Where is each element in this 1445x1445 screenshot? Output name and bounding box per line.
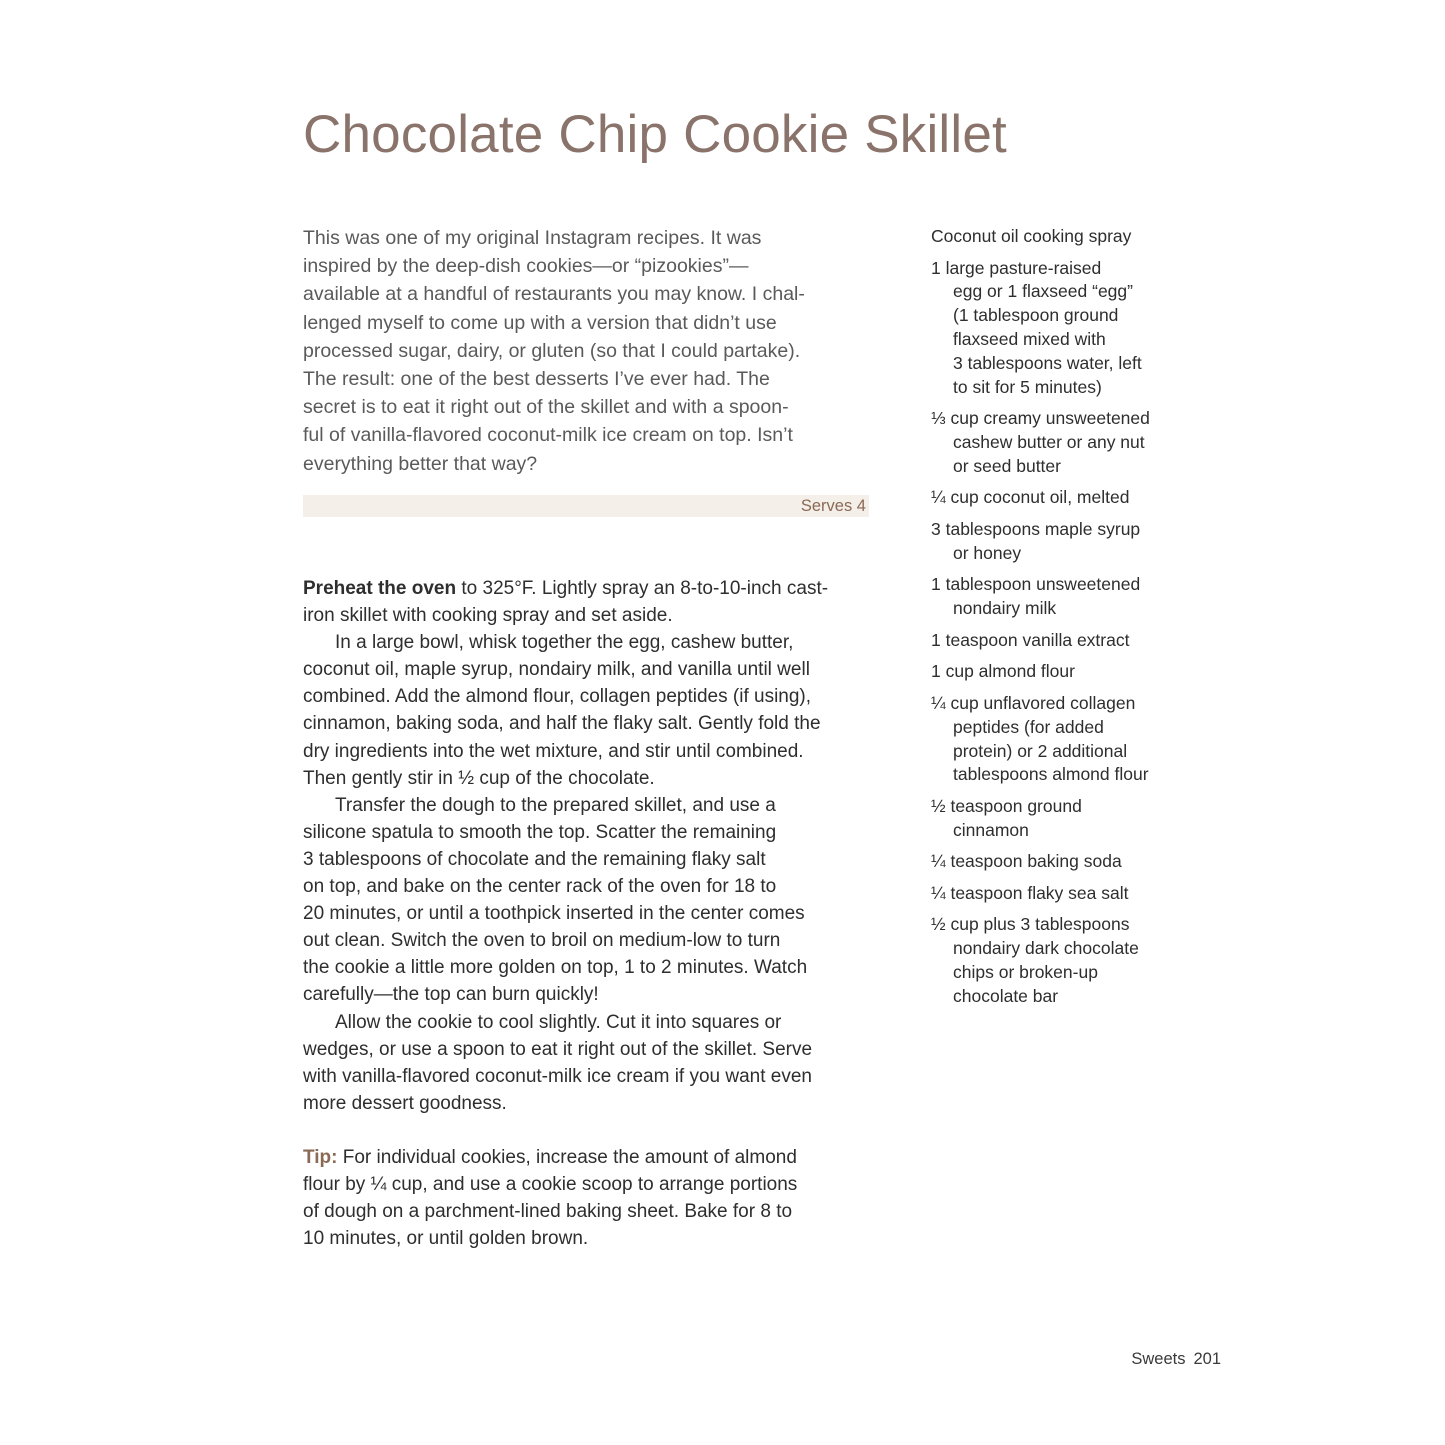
method-line: iron skillet with cooking spray and set aside. (303, 605, 673, 627)
method-lead-rest: to 325°F. Lightly spray an 8-to-10-inch cast- (456, 578, 829, 599)
ingredient-line: ½ teaspoon ground (931, 795, 1082, 816)
method-line: Allow the cookie to cool slightly. Cut it into squares or (335, 1011, 782, 1033)
ingredient-line: ⅓ cup creamy unsweetened (931, 408, 1150, 429)
intro-line: available at a handful of restaurants you may know. I chal- (303, 283, 805, 306)
method-line: In a large bowl, whisk together the egg, cashew butter, (335, 632, 794, 654)
ingredient-line: ¼ teaspoon flaky sea salt (931, 882, 1129, 903)
ingredient-line: 1 teaspoon vanilla extract (931, 629, 1130, 650)
method-line: on top, and bake on the center rack of the oven for 18 to (303, 876, 777, 898)
ingredient-item (931, 913, 1201, 1008)
method-lead: Preheat the oven (303, 578, 457, 599)
method-line: more dessert goodness. (303, 1092, 507, 1114)
ingredient-item (931, 257, 1201, 400)
ingredient-item (931, 882, 1201, 906)
method-line: carefully—the top can burn quickly! (303, 984, 599, 1006)
recipe-title: Chocolate Chip Cookie Skillet (303, 105, 1007, 164)
ingredient-line: flaxseed mixed with (953, 328, 1106, 349)
method-line: Transfer the dough to the prepared skillet, and use a (335, 794, 776, 816)
ingredient-line: chocolate bar (953, 985, 1059, 1006)
ingredient-line: cashew butter or any nut (953, 431, 1145, 452)
ingredient-line: 1 cup almond flour (931, 661, 1075, 682)
ingredient-line: 1 large pasture-raised (931, 257, 1102, 278)
method-line: coconut oil, maple syrup, nondairy milk, and vanilla until well (303, 659, 810, 681)
method-line: wedges, or use a spoon to eat it right out of the skillet. Serve (303, 1038, 813, 1060)
ingredient-line: nondairy milk (953, 598, 1057, 619)
tip-line: flour by ¼ cup, and use a cookie scoop to arrange portions (303, 1174, 798, 1196)
serves-bar (303, 495, 869, 517)
ingredient-line: Coconut oil cooking spray (931, 226, 1132, 246)
ingredient-line: or seed butter (953, 455, 1061, 476)
ingredient-item (931, 850, 1201, 874)
method-line (303, 575, 869, 602)
intro-line: processed sugar, dairy, or gluten (so that I could partake). (303, 339, 801, 362)
ingredient-item (931, 225, 1201, 249)
method-line: 3 tablespoons of chocolate and the remaining flaky salt (303, 848, 766, 870)
method-line: with vanilla-flavored coconut-milk ice cream if you want even (303, 1065, 812, 1087)
intro-paragraph (303, 224, 869, 478)
tip-label: Tip: (303, 1147, 338, 1168)
ingredient-item (931, 795, 1201, 843)
intro-line: The result: one of the best desserts I’ve ever had. The (303, 368, 770, 391)
ingredient-line: egg or 1 flaxseed “egg” (953, 281, 1133, 302)
ingredient-line: tablespoons almond flour (953, 764, 1149, 785)
method-line: the cookie a little more golden on top, 1 to 2 minutes. Watch (303, 957, 808, 979)
method-line: dry ingredients into the wet mixture, and stir until combined. (303, 740, 804, 762)
ingredient-item (931, 692, 1201, 787)
ingredient-line: to sit for 5 minutes) (953, 376, 1102, 397)
intro-line: ful of vanilla-flavored coconut-milk ice cream on top. Isn’t (303, 424, 793, 447)
page-footer (1131, 1350, 1221, 1369)
page-number: 201 (1193, 1350, 1221, 1368)
ingredient-item (931, 573, 1201, 621)
ingredient-line: 1 tablespoon unsweetened (931, 574, 1141, 595)
ingredient-line: ¼ cup unflavored collagen (931, 692, 1136, 713)
tip-paragraph (303, 1144, 869, 1252)
ingredient-line: 3 tablespoons maple syrup (931, 518, 1141, 539)
ingredient-list (931, 225, 1201, 1016)
tip-line (303, 1144, 869, 1171)
method-line: 20 minutes, or until a toothpick inserted in the center comes (303, 903, 805, 925)
tip-first-rest: For individual cookies, increase the amount of almond (337, 1147, 797, 1168)
ingredient-line: nondairy dark chocolate (953, 938, 1139, 959)
ingredient-item (931, 660, 1201, 684)
ingredient-line: peptides (for added (953, 716, 1104, 737)
ingredient-line: cinnamon (953, 819, 1029, 840)
method-text (303, 575, 869, 1117)
ingredient-item (931, 407, 1201, 478)
intro-line: lenged myself to come up with a version that didn’t use (303, 311, 777, 334)
ingredient-item (931, 518, 1201, 566)
ingredient-line: protein) or 2 additional (953, 740, 1128, 761)
intro-line: This was one of my original Instagram recipes. It was (303, 227, 762, 249)
footer-section-name: Sweets (1131, 1350, 1186, 1368)
method-line: out clean. Switch the oven to broil on medium-low to turn (303, 930, 781, 952)
ingredient-line: ¼ cup coconut oil, melted (931, 487, 1130, 508)
ingredient-item (931, 629, 1201, 653)
ingredient-line: ½ cup plus 3 tablespoons (931, 914, 1130, 935)
ingredient-item (931, 486, 1201, 510)
method-line: Then gently stir in ½ cup of the chocolate. (303, 767, 655, 789)
method-line: silicone spatula to smooth the top. Scatter the remaining (303, 821, 777, 843)
tip-line: of dough on a parchment-lined baking sheet. Bake for 8 to (303, 1201, 793, 1223)
intro-line: secret is to eat it right out of the skillet and with a spoon- (303, 396, 789, 419)
intro-line: inspired by the deep-dish cookies—or “pizookies”— (303, 255, 749, 278)
ingredient-line: chips or broken-up (953, 962, 1098, 983)
ingredient-line: 3 tablespoons water, left (953, 352, 1142, 373)
ingredient-line: ¼ teaspoon baking soda (931, 851, 1122, 872)
method-line: combined. Add the almond flour, collagen peptides (if using), (303, 686, 812, 708)
tip-line: 10 minutes, or until golden brown. (303, 1228, 589, 1250)
ingredient-line: (1 tablespoon ground (953, 305, 1119, 326)
intro-line: everything better that way? (303, 452, 538, 475)
ingredient-line: or honey (953, 542, 1022, 563)
method-line: cinnamon, baking soda, and half the flaky salt. Gently fold the (303, 713, 821, 735)
serves-label: Serves 4 (800, 497, 866, 515)
